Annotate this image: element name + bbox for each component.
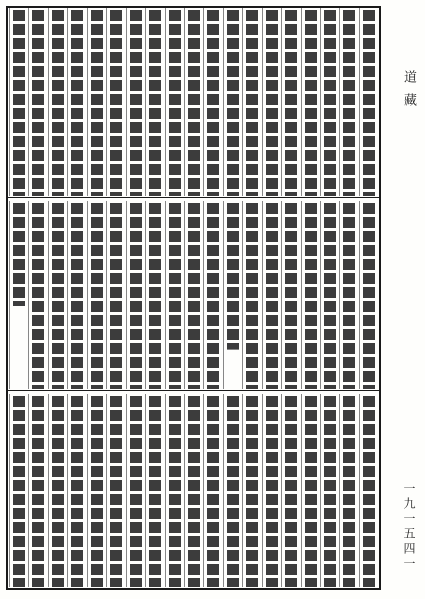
register-divider	[6, 390, 381, 391]
text-column	[87, 201, 106, 389]
text-column	[281, 8, 300, 196]
text-column	[339, 201, 358, 389]
text-column	[9, 8, 28, 196]
text-column	[223, 8, 242, 196]
text-column	[48, 8, 67, 196]
text-column	[359, 8, 378, 196]
text-column	[281, 201, 300, 389]
text-register-bottom	[6, 394, 381, 587]
text-column	[320, 394, 339, 587]
text-column	[126, 201, 145, 389]
text-column	[203, 8, 222, 196]
text-column	[9, 201, 28, 389]
text-column	[28, 201, 47, 389]
text-column	[184, 8, 203, 196]
text-column	[87, 394, 106, 587]
text-column	[126, 8, 145, 196]
text-column	[165, 8, 184, 196]
text-column	[145, 394, 164, 587]
text-column	[28, 394, 47, 587]
text-column	[67, 8, 86, 196]
text-column	[223, 394, 242, 587]
text-column	[9, 394, 28, 587]
text-column	[48, 201, 67, 389]
text-column	[320, 8, 339, 196]
text-column	[301, 201, 320, 389]
text-column	[184, 201, 203, 389]
text-column	[106, 201, 125, 389]
page-number: 一九一五四一	[402, 482, 416, 572]
text-column	[359, 394, 378, 587]
text-column	[223, 201, 242, 389]
text-column	[145, 201, 164, 389]
text-column	[242, 8, 261, 196]
text-column	[67, 201, 86, 389]
text-column	[165, 201, 184, 389]
text-column	[359, 201, 378, 389]
text-column	[262, 394, 281, 587]
margin-title: 道藏	[401, 70, 416, 116]
text-register-middle	[6, 201, 381, 389]
text-register-top	[6, 8, 381, 196]
text-column	[339, 8, 358, 196]
text-column	[87, 8, 106, 196]
text-column	[106, 8, 125, 196]
text-column	[262, 8, 281, 196]
text-column	[320, 201, 339, 389]
text-column	[242, 201, 261, 389]
text-column	[339, 394, 358, 587]
text-column	[184, 394, 203, 587]
register-divider	[6, 197, 381, 198]
text-column	[203, 394, 222, 587]
text-column	[203, 201, 222, 389]
text-column	[48, 394, 67, 587]
text-column	[126, 394, 145, 587]
text-column	[262, 201, 281, 389]
text-column	[165, 394, 184, 587]
text-column	[28, 8, 47, 196]
text-column	[301, 8, 320, 196]
text-column	[301, 394, 320, 587]
text-column	[281, 394, 300, 587]
text-column	[145, 8, 164, 196]
text-column	[67, 394, 86, 587]
text-column	[242, 394, 261, 587]
text-column	[106, 394, 125, 587]
